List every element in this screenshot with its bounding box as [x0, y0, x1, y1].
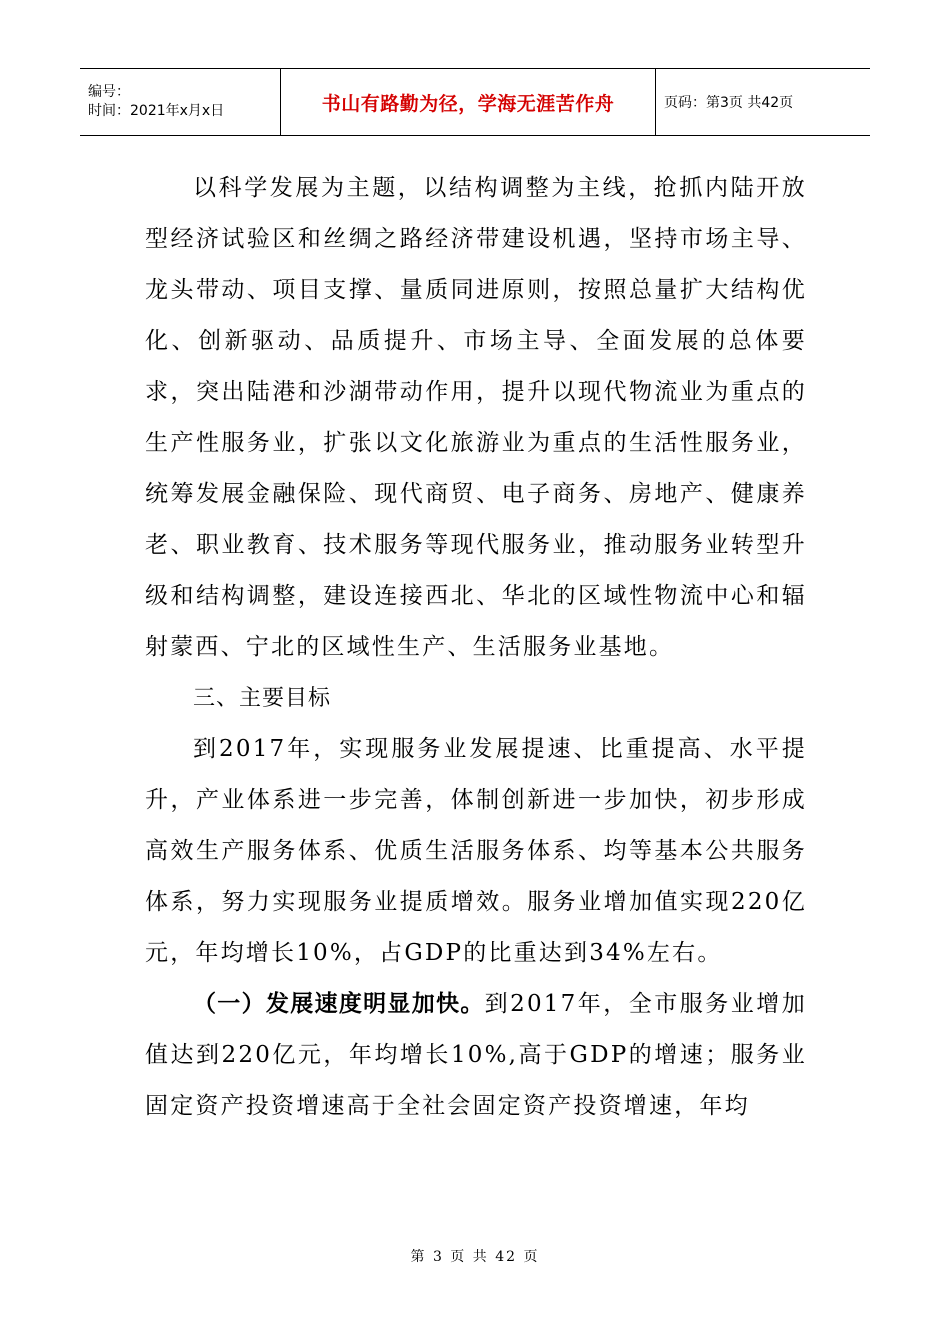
header-page-cell	[656, 69, 870, 135]
document-body	[145, 163, 807, 1132]
page-footer: 第 3 页 共 42 页	[410, 1249, 540, 1265]
paragraph-main-goals: 到2017年，实现服务业发展提速、比重提高、水平提升，产业体系进一步完善，体制创新进一步加快，初步形成高效生产服务体系、优质生活服务体系、均等基本公共服务体系，努力实现服务业提质增效。服务业增加值实现220亿元，年均增长10%，占GDP的比重达到34%左右。	[145, 736, 807, 966]
document-number-label: 编号：	[88, 84, 130, 100]
section-heading: 三、主要目标	[193, 686, 332, 711]
paragraph-lead-heading: （一）发展速度明显加快。	[193, 991, 485, 1017]
paragraph-guiding-principle: 以科学发展为主题，以结构调整为主线，抢抓内陆开放型经济试验区和丝绸之路经济带建设机遇，坚持市场主导、龙头带动、项目支撑、量质同进原则，按照总量扩大结构优化、创新驱动、品质提升、市场主导、全面发展的总体要求，突出陆港和沙湖带动作用，提升以现代物流业为重点的生产性服务业，扩张以文化旅游业为重点的生活性服务业，统筹发展金融保险、现代商贸、电子商务、房地产、健康养老、职业教育、技术服务等现代服务业，推动服务业转型升级和结构调整，建设连接西北、华北的区域性物流中心和辐射蒙西、宁北的区域性生产、生活服务业基地。	[145, 175, 807, 660]
header-motto-cell	[280, 69, 656, 135]
header-motto: 书山有路勤为径，学海无涯苦作舟	[321, 92, 615, 115]
paragraph-growth-speed	[145, 979, 807, 1132]
header-page-info: 页码：第3页 共42页	[664, 95, 794, 111]
paragraph-growth-text: 到2017年，全市服务业增加值达到220亿元，年均增长10%,高于GDP的增速；服务业固定资产投资增速高于全社会固定资产投资增速，年均	[145, 991, 807, 1119]
document-time-label: 时间：2021年x月x日	[88, 103, 225, 119]
header-meta-cell	[80, 69, 280, 135]
document-header	[80, 68, 870, 136]
